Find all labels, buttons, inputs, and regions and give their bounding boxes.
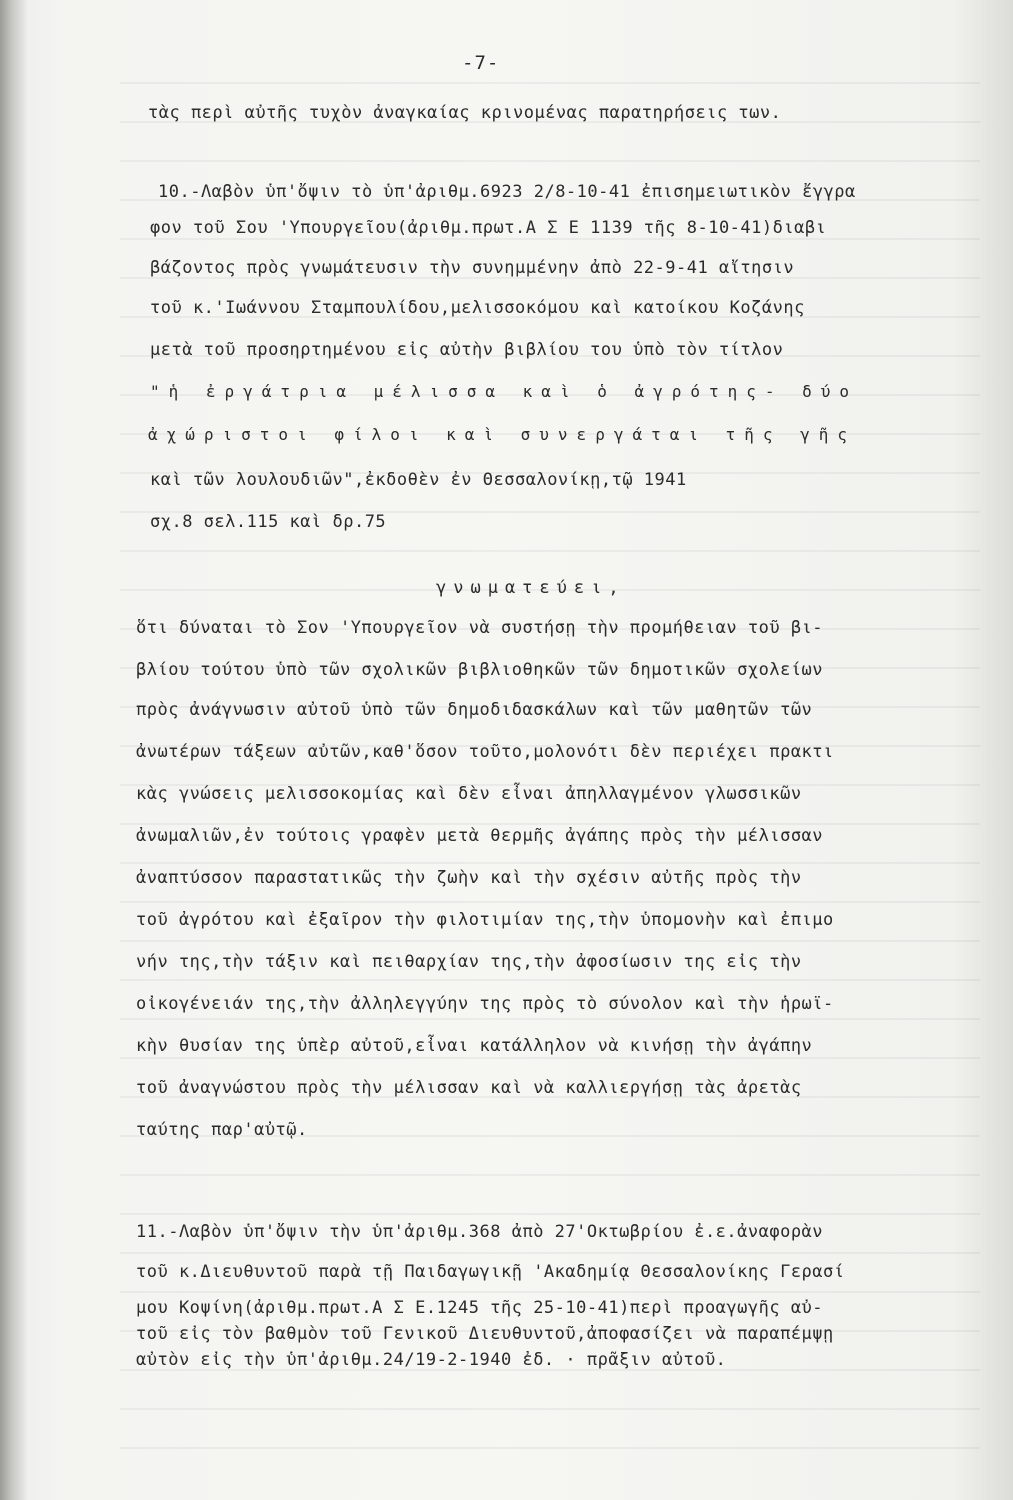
text-line-13: βλίου τούτου ὑπὸ τῶν σχολικῶν βιβλιοθηκῶν τῶν δημοτικῶν σχολείων (136, 660, 824, 680)
text-line-20: νήν της,τὴν τάξιν καὶ πειθαρχίαν της,τὴν ἀφοσίωσιν της εἰς τὴν (136, 952, 802, 972)
decision-heading: γνωματεύει, (436, 578, 626, 598)
text-line-1: τὰς περὶ αὐτῆς τυχὸν ἀναγκαίας κρινομένας παρατηρήσεις των. (148, 103, 782, 123)
text-line-19: τοῦ ἀγρότου καὶ ἐξαῖρον τὴν φιλοτιμίαν της,τὴν ὑπομονὴν καὶ ἐπιμο (136, 910, 834, 930)
text-line-14: πρὸς ἀνάγνωσιν αὐτοῦ ὑπὸ τῶν δημοδιδασκάλων καὶ τῶν μαθητῶν τῶν (136, 700, 813, 720)
text-line-5: τοῦ κ.'Ιωάννου Σταμπουλίδου,μελισσοκόμου καὶ κατοίκου Κοζάνης (150, 298, 805, 318)
text-line-12: ὅτι δύναται τὸ Σον 'Υπουργεῖον νὰ συστήσῃ τὴν προμήθειαν τοῦ βι- (136, 618, 824, 638)
book-title-line-1: "ἡ ἐργάτρια μέλισσα καὶ ὁ ἀγρότης- δύο (150, 382, 859, 401)
text-line-10: σχ.8 σελ.115 καὶ δρ.75 (150, 512, 387, 532)
text-line-23: τοῦ ἀναγνώστου πρὸς τὴν μέλισσαν καὶ νὰ καλλιεργήσῃ τὰς ἀρετὰς (136, 1078, 802, 1098)
text-line-25: 11.-Λαβὸν ὑπ'ὄψιν τὴν ὑπ'ἀριθμ.368 ἀπὸ 27'Οκτωβρίου ἐ.ε.ἀναφορὰν (136, 1222, 824, 1242)
text-line-4: βάζοντος πρὸς γνωμάτευσιν τὴν συνημμένην ἀπὸ 22-9-41 αἴτησιν (150, 258, 795, 278)
text-line-3: φον τοῦ Σου 'Υπουργεῖου(ἀριθμ.πρωτ.Α Σ Ε 1139 τῆς 8-10-41)διαβι (150, 218, 827, 238)
text-line-24: ταύτης παρ'αὐτῷ. (136, 1120, 308, 1140)
text-line-2: 10.-Λαβὸν ὑπ'ὄψιν τὸ ὑπ'ἀριθμ.6923 2/8-10-41 ἐπισημειωτικὸν ἔγγρα (158, 182, 856, 202)
book-title-line-2: ἀχώριστοι φίλοι καὶ συνεργάται τῆς γῆς (148, 425, 857, 444)
text-line-29: αὐτὸν εἰς τὴν ὑπ'ἀριθμ.24/19-2-1940 ἐδ. · πρᾶξιν αὐτοῦ. (136, 1350, 727, 1370)
text-line-16: κὰς γνώσεις μελισσοκομίας καὶ δὲν εἶναι ἀπηλλαγμένον γλωσσικῶν (136, 784, 802, 804)
binding-edge-shadow (0, 0, 28, 1500)
text-line-28: τοῦ εἰς τὸν βαθμὸν τοῦ Γενικοῦ Διευθυντοῦ,ἀποφασίζει νὰ παραπέμψῃ (136, 1324, 834, 1344)
text-line-18: ἀναπτύσσον παραστατικῶς τὴν ζωὴν καὶ τὴν σχέσιν αὐτῆς πρὸς τὴν (136, 868, 802, 888)
text-line-22: κὴν θυσίαν της ὑπὲρ αὐτοῦ,εἶναι κατάλληλον νὰ κινήσῃ τὴν ἀγάπην (136, 1036, 813, 1056)
text-line-21: οἰκογένειάν της,τὴν ἀλληλεγγύην της πρὸς τὸ σύνολον καὶ τὴν ἡρωϊ- (136, 994, 834, 1014)
text-line-15: ἀνωτέρων τάξεων αὐτῶν,καθ'ὅσον τοῦτο,μολονότι δὲν περιέχει πρακτι (136, 742, 834, 762)
text-line-17: ἀνωμαλιῶν,ἐν τούτοις γραφὲν μετὰ θερμῆς ἀγάπης πρὸς τὴν μέλισσαν (136, 826, 824, 846)
text-line-26: τοῦ κ.Διευθυντοῦ παρὰ τῇ Παιδαγωγικῇ 'Ακαδημίᾳ Θεσσαλονίκης Γερασί (136, 1262, 845, 1282)
text-line-27: μου Κοψίνη(ἀριθμ.πρωτ.Α Σ Ε.1245 τῆς 25-10-41)περὶ προαγωγῆς αὐ- (136, 1298, 824, 1318)
text-line-6: μετὰ τοῦ προσηρτημένου εἰς αὐτὴν βιβλίου του ὑπὸ τὸν τίτλον (150, 340, 784, 360)
page-number: -7- (462, 52, 500, 74)
text-line-9: καὶ τῶν λουλουδιῶν",ἐκδοθὲν ἐν Θεσσαλονίκῃ,τῷ 1941 (150, 470, 687, 490)
